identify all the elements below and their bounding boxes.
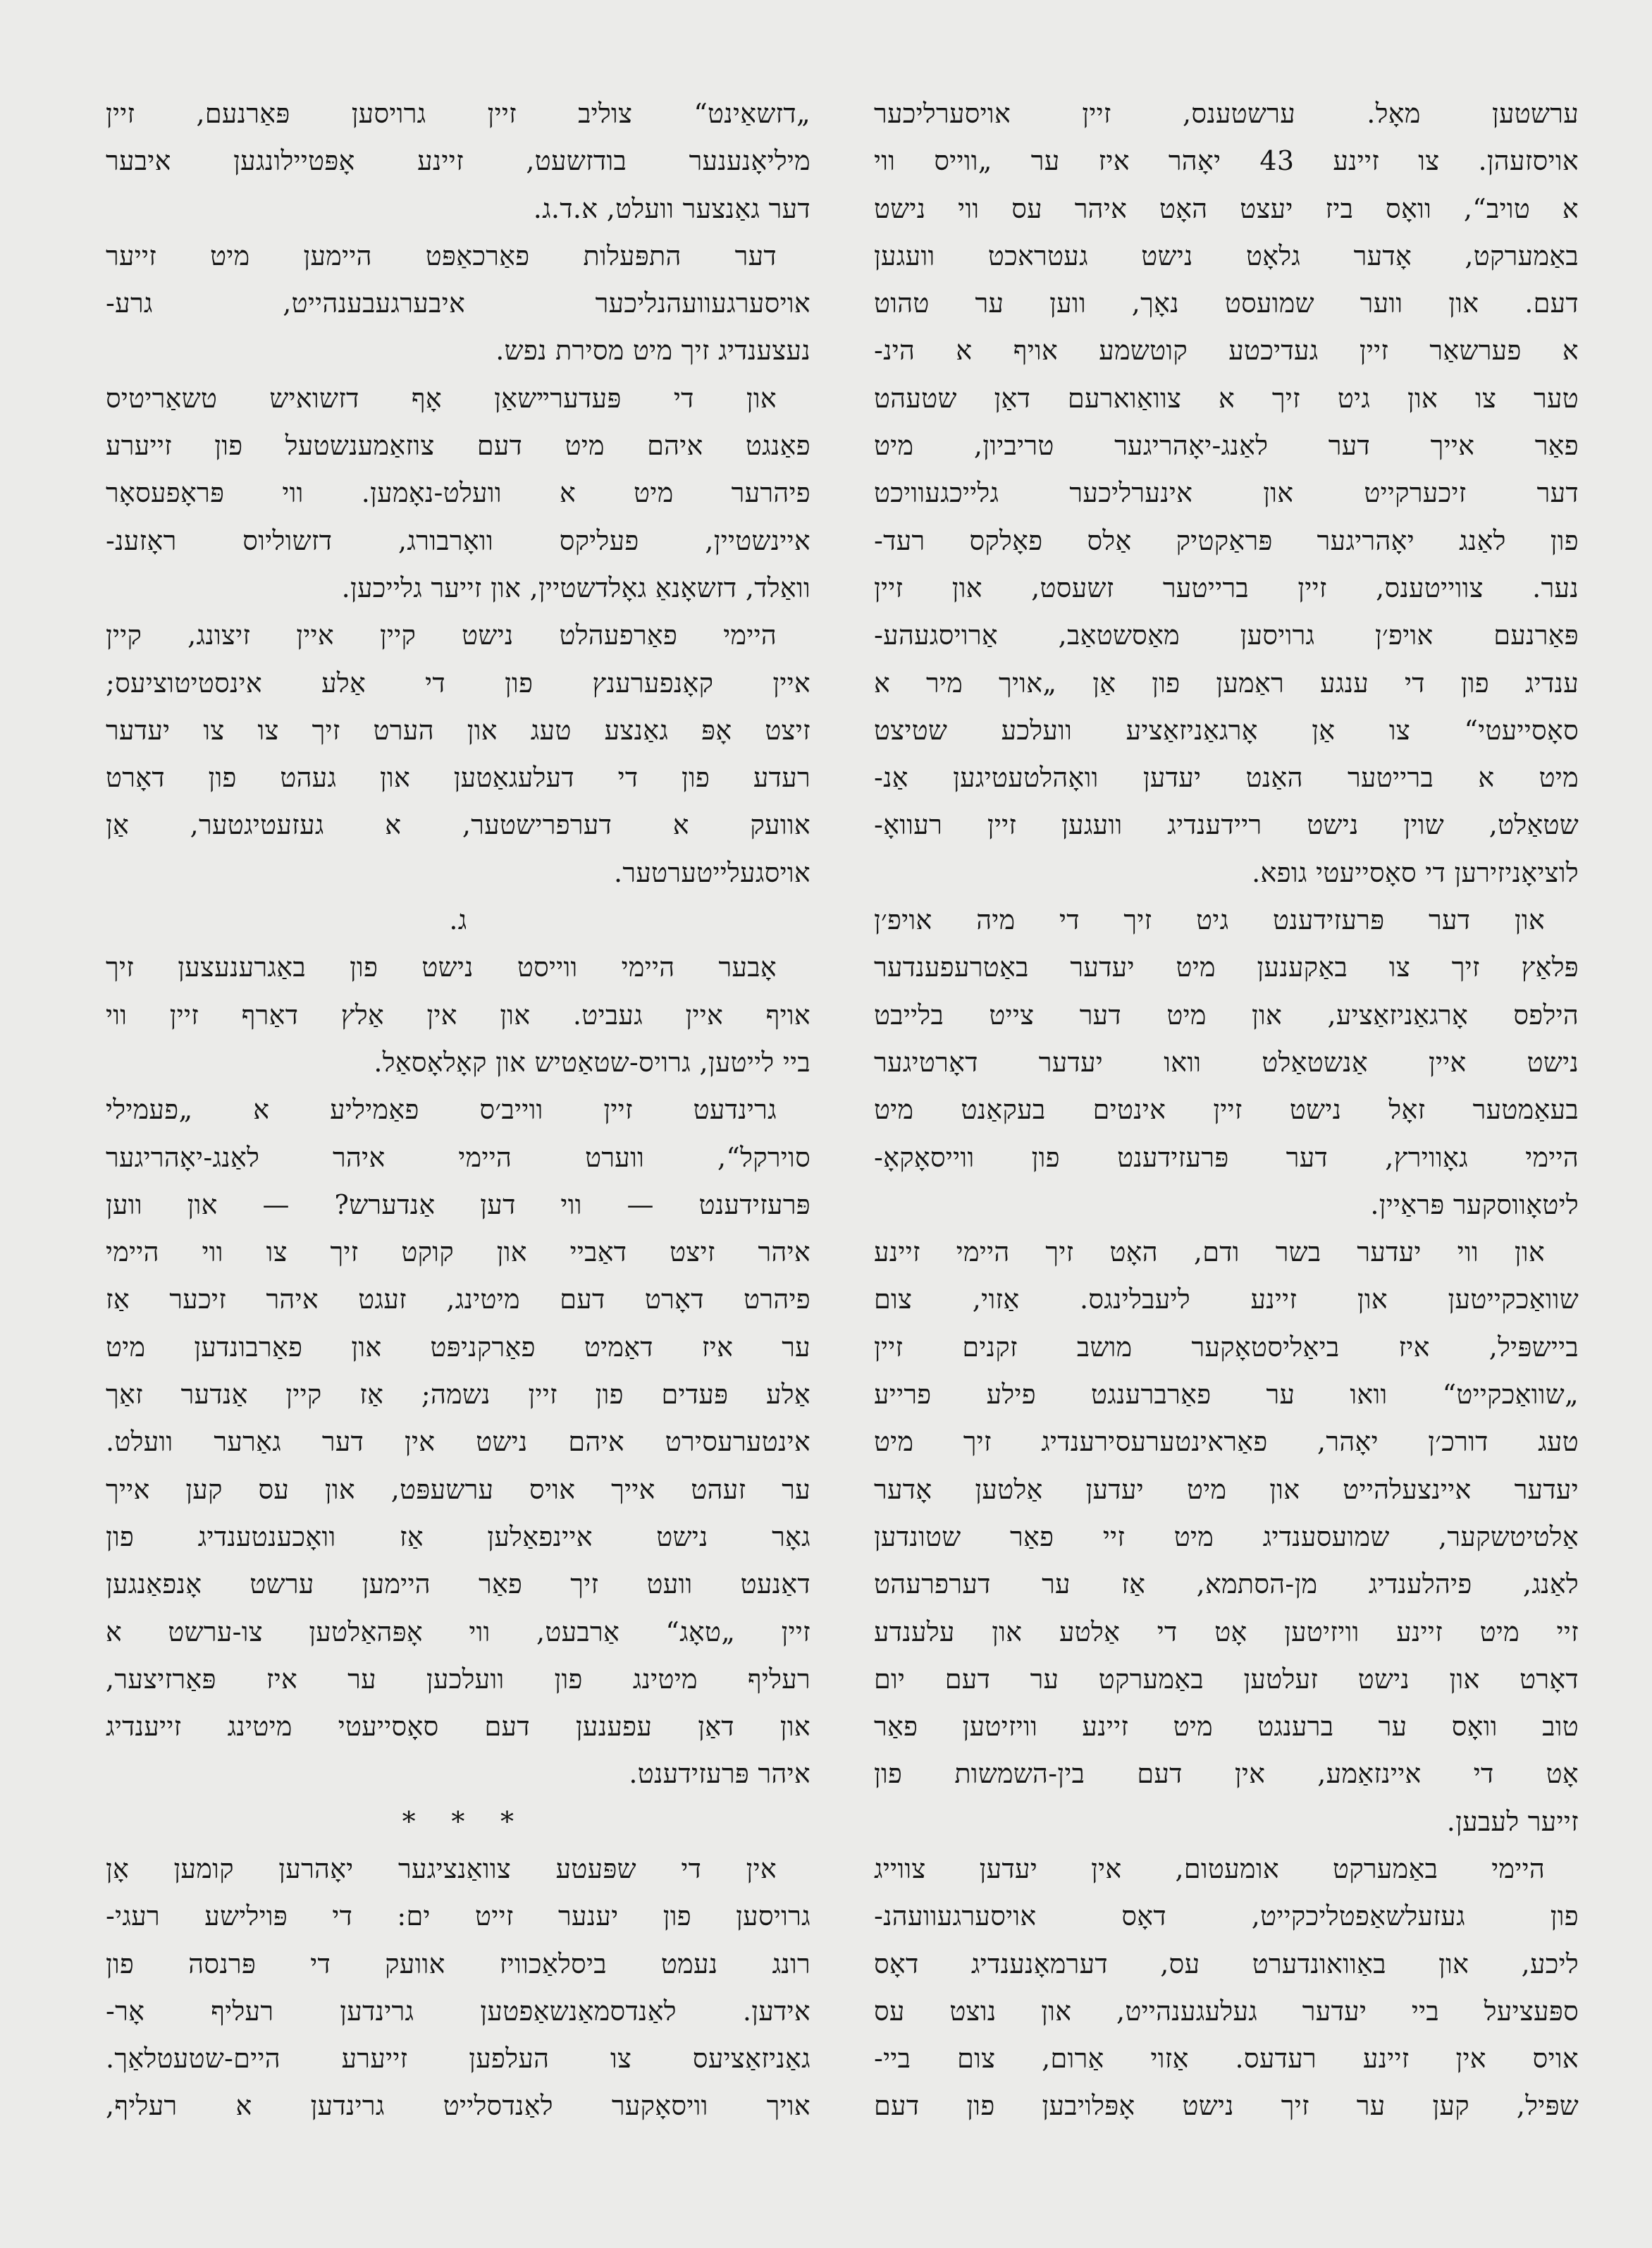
right-column-line: דעם. און ווער שמועסט נאָך, ווען ער טהוט [874, 288, 1579, 319]
right-column-line: ליכע, און באַוואונדערט עס, דערמאָנענדיג דאָס [874, 1948, 1579, 1979]
right-column-line: טער צו און גיט זיך א צוואַוארעם דאַן שטעהט [874, 382, 1579, 414]
left-column-line: אינטערעסירט איהם נישט אין דער גאַרער וועלט. [106, 1426, 810, 1458]
right-column-line: ביישפּיל, איז ביאַליסטאָקער מושב זקנים זיין [874, 1331, 1579, 1363]
right-column-line: פון לאַנג יאָהריגער פּראַקטיק אַלס פאָלקס רעד- [874, 524, 1579, 556]
left-column-line: אויסערגעוועהנליכער איבערגעבענהייט, גרע- [106, 288, 810, 319]
right-column-line: נישט איין אַנשטאַלט וואו יעדער דאָרטיגער [874, 1046, 1579, 1078]
left-column-line: נעצענדיג זיך מיט מסירת נפש. [495, 335, 810, 367]
right-column-line: הילפס אָרגאַניזאַציע, און מיט דער צייט בלייבט [874, 999, 1579, 1031]
right-column-line: זיי מיט זיינע וויזיטען אָט די אַלטע און עלענדע [874, 1616, 1579, 1647]
right-column-line: טעג דורכ׳ן יאָהר, פאַראינטערעסירענדיג זיך מיט [874, 1426, 1579, 1458]
right-column-line: היימי גאָווירץ, דער פּרעזידענט פון ווייסאָקאָ- [874, 1141, 1579, 1173]
right-column-line: לאַנג, פיהלענדיג מן-הסתמא, אַז ער דערפרעהט [874, 1568, 1579, 1600]
right-column-line: דאָרט און נישט זעלטען באַמערקט ער דעם יום [874, 1663, 1579, 1695]
left-column-line: * * * [402, 1805, 514, 1837]
left-column-line: גאָר נישט איינפאַלען אַז וואָכענטענדיג פון [106, 1521, 810, 1552]
left-column-line: און דאַן עפענען דעם סאָסייעטי מיטינג זייענדיג [106, 1711, 810, 1743]
left-column-line: אויסגעלייטערטער. [614, 856, 810, 888]
left-column-line: איהר זיצט דאַביי און קוקט זיך צו ווי היימי [106, 1236, 810, 1268]
left-column-line: רונג נעמט ביסלאַכוויז אוועק די פּרנסה פון [106, 1948, 810, 1979]
right-column-line: נער. צווייטענס, זיין ברייטער זשעסט, און זיין [874, 572, 1579, 603]
left-column-line: אוועק א דערפרישטער, א געזעטיגטער, אַן [106, 809, 810, 841]
right-column-line: א פערשאַר זיין געדיכטע קוטשמע אויף א הינ- [874, 335, 1579, 367]
left-column-line: און די פּעדערײשאַן אָף דזשואיש טשאַריטיס [106, 382, 777, 414]
left-column-line: דער התפּעלות פאַרכאַפּט היימען מיט זייער [106, 240, 777, 271]
left-column-line: זיצט אָפּ גאַנצע טעג און הערט זיך צו צו יעדער [106, 714, 810, 746]
right-column-line: יעדער איינצעלהייט און מיט יעדען אַלטען אָדער [874, 1473, 1579, 1505]
left-column-line: רעליף מיטינג פון וועלכען ער איז פּאַרזיצער, [106, 1663, 810, 1695]
left-column-line: דאַנעט וועט זיך פאַר היימען ערשט אָנפאַנגען [106, 1568, 810, 1600]
right-column-line: אָט די איינזאַמע, אין דעם בין-השמשות פון [874, 1758, 1579, 1790]
left-column-line: איין קאָנפערענץ פון די אַלע אינסטיטוציעס; [106, 667, 810, 699]
left-column-line: ג. [449, 904, 467, 936]
left-column [106, 90, 810, 2130]
right-column-line: „שוואַכקייט“ וואו ער פאַרברענגט פילע פרייע [874, 1379, 1579, 1411]
left-column-line: אידען. לאַנדסמאַנשאַפטען גרינדען רעליף אָר- [106, 1995, 810, 2027]
left-column-line: פיהרט דאָרט דעם מיטינג, זעגט איהר זיכער אַז [106, 1284, 810, 1315]
right-column-line: פון געזעלשאַפטליכקייט, דאָס אויסערגעוועהנ- [874, 1900, 1579, 1932]
right-column-line: היימי באַמערקט אומעטום, אין יעדען צווייג [874, 1853, 1545, 1884]
right-column-line: פּלאַץ זיך צו באַקענען מיט יעדער באַטרעפענדער [874, 952, 1579, 983]
right-column [874, 90, 1579, 2130]
left-column-line: דער גאַנצער וועלט, א.ד.ג. [533, 192, 810, 224]
right-column-line: בעאַמטער זאָל נישט זיין אינטים בעקאַנט מיט [874, 1094, 1579, 1126]
right-column-line: לוציאָניזירען די סאָסייעטי גופא. [1252, 856, 1579, 888]
left-column-line: ער זעהט אייך אויס ערשעפּט, און עס קען אייך [106, 1473, 810, 1505]
right-column-line: ליטאָווסקער פּראַיין. [1370, 1189, 1579, 1220]
right-column-line: און דער פּרעזידענט גיט זיך די מיה אויפ׳ן [874, 904, 1545, 936]
right-column-line: פּאַרנעם אויפ׳ן גרויסען מאַסשטאַב, אַרויסגעהע- [874, 620, 1579, 651]
left-column-line: סוירקל“, ווערט היימי איהר לאַנג-יאָהריגער [106, 1141, 810, 1173]
right-column-line: ערשטען מאָל. ערשטענס, זיין אויסערליכער [874, 98, 1579, 129]
left-column-line: גרינדעט זיין ווייב׳ס פאַמיליע א „פעמילי [106, 1094, 777, 1126]
left-column-line: היימי פאַרפעהלט נישט קיין איין זיצונג, קיין [106, 620, 777, 651]
left-column-line: גאַניזאַציעס צו העלפען זייערע היים-שטעטלאַך. [106, 2043, 810, 2075]
right-column-line: דער זיכערקייט און אינערליכער גלייכגעוויכט [874, 477, 1579, 509]
left-column-line: אויך וויסאָקער לאַנדסלייט גרינדען א רעליף, [106, 2090, 810, 2122]
left-column-line: פּרעזידענט — ווי דען אַנדערש? — און ווען [106, 1189, 810, 1220]
left-column-line: איהר פּרעזידענט. [629, 1758, 810, 1790]
right-column-line: ספּעציעל ביי יעדער געלעגענהייט, און נוצט עס [874, 1995, 1579, 2027]
right-column-line: באַמערקט, אָדער גלאָט נישט געטראכט וועגען [874, 240, 1579, 271]
right-column-line: שוואַכקייטען און זיינע ליעבלינגס. אַזוי, צום [874, 1284, 1579, 1315]
right-column-line: שטאַלט, שוין נישט ריידענדיג וועגען זיין רעוואָ- [874, 809, 1579, 841]
left-column-line: רעדע פון די דעלעגאַטען און געהט פון דאָרט [106, 762, 810, 794]
right-column-line: אויסזעהן. צו זיינע 43 יאָהר איז ער „ווייס ווי [874, 145, 1579, 177]
left-column-line: זיין „טאָג“ אַרבעט, ווי אָפּהאַלטען צו-ערשט א [106, 1616, 810, 1647]
left-column-line: גרויסען פון יענער זייט ים: די פּוילישע רעגי- [106, 1900, 810, 1932]
left-column-line: פאַנגט איהם מיט דעם צוזאַמענשטעל פון זייערע [106, 430, 810, 462]
right-column-line: אויס אין זיינע רעדעס. אַזוי אַרום, צום ביי- [874, 2043, 1579, 2075]
right-column-line: א טויב“, וואָס ביז יעצט האָט איהר עס ווי נישט [874, 192, 1579, 224]
right-column-line: און ווי יעדער בשר ודם, האָט זיך היימי זיינע [874, 1236, 1545, 1268]
left-column-line: איינשטיין, פעליקס וואָרבורג, דזשוליוס ראָזענ- [106, 524, 810, 556]
left-column-line: אויף איין געביט. און אין אַלץ דאַרף זיין ווי [106, 999, 810, 1031]
left-column-line: אין די שפּעטע צוואַנציגער יאָהרען קומען אָן [106, 1853, 777, 1884]
right-column-line: שפּיל, קען ער זיך נישט אָפּלויבען פון דעם [874, 2090, 1579, 2122]
right-column-line: אַלטיטשקער, שמועסענדיג מיט זיי פאַר שטונדען [874, 1521, 1579, 1552]
right-column-line: מיט א ברייטער האַנט יעדען וואָהלטעטיגען אַנ- [874, 762, 1579, 794]
left-column-line: ער איז דאַמיט פאַרקניפּט און פאַרבונדען מיט [106, 1331, 810, 1363]
right-column-line: סאָסייעטי“ צו אַן אָרגאַניזאַציע וועלכע שטיצט [874, 714, 1579, 746]
left-column-line: ביי לייטען, גרויס-שטאַטיש און קאָלאָסאַל. [374, 1046, 810, 1078]
right-column-line: פאַר אייך דער לאַנג-יאָהריגער טריביון, מיט [874, 430, 1579, 462]
right-column-line: זייער לעבען. [1446, 1805, 1579, 1837]
left-column-line: אָבער היימי ווייסט נישט פון באַגרענעצען זיך [106, 952, 777, 983]
left-column-line: אַלע פּעדים פון זיין נשמה; אַז קיין אַנדער זאַך [106, 1379, 810, 1411]
left-column-line: וואַלד, דזשאָנאַ גאָלדשטיין, און זייער גלייכען. [341, 572, 810, 603]
left-column-line: פיהרער מיט א וועלט-נאָמען. ווי פּראָפעסאָר [106, 477, 810, 509]
right-column-line: טוב וואָס ער ברענגט מיט זיינע וויזיטען פאַר [874, 1711, 1579, 1743]
right-column-line: ענדיג פון די ענגע ראַמען פון אַן „אויך מיר א [874, 667, 1579, 699]
left-column-line: „דזשאַינט“ צוליב זיין גרויסען פּאַרנעם, זיין [106, 98, 810, 129]
left-column-line: מיליאָנענער בודזשעט, זיינע אָפּטיילונגען איבער [106, 145, 810, 177]
